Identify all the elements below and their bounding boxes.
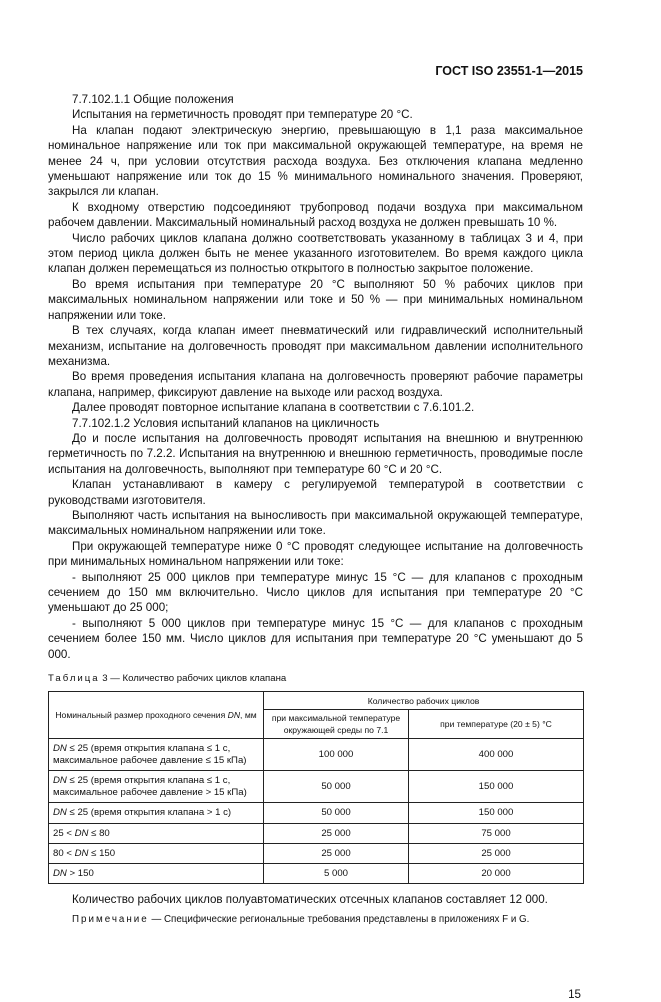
cell-dn xyxy=(49,844,264,864)
dn-cond: ≤ 25 (время открытия клапана ≤ 1 с, максимальное рабочее давление > 15 кПа) xyxy=(53,774,247,798)
note-label: Примечание xyxy=(72,914,149,926)
cell-max: 25 000 xyxy=(264,844,409,864)
paragraph: Во время проведения испытания клапана на долговечность проверяют рабочие параметры клапана, например, фиксируют давление на выходе или расход воздуха. xyxy=(48,370,583,399)
table-row xyxy=(49,864,584,884)
header-dn: DN xyxy=(227,710,241,721)
dn-pre: 80 < xyxy=(53,847,75,859)
dn-cond: ≤ 25 (время открытия клапана > 1 с) xyxy=(66,807,232,819)
cell-dn xyxy=(49,739,264,771)
table-caption xyxy=(48,672,583,685)
table-row xyxy=(49,739,584,771)
note-text: — Специфические региональные требования представлены в приложениях F и G. xyxy=(148,914,530,926)
cell-20c: 150 000 xyxy=(409,803,584,824)
paragraph: Далее проводят повторное испытание клапана в соответствии с 7.6.101.2. xyxy=(72,401,475,415)
paragraph: В тех случаях, когда клапан имеет пневматический или гидравлический исполнительный механизм, испытание на долговечность проводят при максимальном давлении исполнительного механизма. xyxy=(48,324,583,368)
col-header-20c: при температуре (20 ± 5) °C xyxy=(409,710,584,739)
dn-cond: ≤ 25 (время открытия клапана ≤ 1 с, максимальное рабочее давление ≤ 15 кПа) xyxy=(53,742,247,766)
cell-max: 100 000 xyxy=(264,739,409,771)
dn-pre: 25 < xyxy=(53,827,75,839)
table-row xyxy=(49,771,584,803)
page-number: 15 xyxy=(568,988,581,1002)
header-text: Номинальный размер проходного сечения xyxy=(55,710,228,721)
section-heading: 7.7.102.1.2 Условия испытаний клапанов на цикличность xyxy=(72,416,380,430)
after-table-text: Количество рабочих циклов полуавтоматических отсечных клапанов составляет 12 000. xyxy=(72,893,548,907)
cell-20c: 20 000 xyxy=(409,864,584,884)
note xyxy=(48,913,583,926)
paragraph: Число рабочих циклов клапана должно соответствовать указанному в таблицах 3 и 4, при этом период цикла должен быть не менее указанного изготовителем. Во время каждого цикла клапан должен перемещаться из полностью открытого в полностью закрытое положение. xyxy=(48,231,583,276)
paragraph: При окружающей температуре ниже 0 °C проводят следующее испытание на долговечность при минимальных номинальном напряжении или токе: xyxy=(48,539,583,569)
paragraph: Испытания на герметичность проводят при температуре 20 °C. xyxy=(72,108,413,122)
col-group-header: Количество рабочих циклов xyxy=(264,692,584,710)
paragraph: Во время испытания при температуре 20 °C выполняют 50 % рабочих циклов при максимальных номинальном напряжении или токе и 50 % — при минимальных номинальном напряжении или токе. xyxy=(48,277,583,322)
cell-20c: 75 000 xyxy=(409,824,584,844)
cell-max: 25 000 xyxy=(264,824,409,844)
cell-max: 50 000 xyxy=(264,803,409,824)
list-item: - выполняют 5 000 циклов при температуре минус 15 °C — для клапанов с проходным сечением более 150 мм. Число циклов для испытания при температуре 20 °C уменьшают до 5 000. xyxy=(48,616,583,661)
table-caption-label: Таблица xyxy=(48,673,100,685)
dn-cond: > 150 xyxy=(66,867,94,879)
header-text: , мм xyxy=(240,710,257,721)
cell-20c: 400 000 xyxy=(409,739,584,771)
dn-cond: ≤ 150 xyxy=(88,847,116,859)
paragraph: Выполняют часть испытания на выносливость при максимальной окружающей температуре, максимальных номинальном напряжении или токе. xyxy=(48,508,583,538)
dn-label: DN xyxy=(53,807,67,819)
cell-dn xyxy=(49,771,264,803)
table-row xyxy=(49,824,584,844)
col-header-dn xyxy=(49,692,264,739)
cell-dn xyxy=(49,824,264,844)
dn-cond: ≤ 80 xyxy=(88,827,110,839)
cell-dn xyxy=(49,864,264,884)
cell-max: 5 000 xyxy=(264,864,409,884)
cycles-table xyxy=(48,691,584,884)
dn-label: DN xyxy=(53,742,67,754)
body-text xyxy=(48,92,583,662)
table-row xyxy=(49,844,584,864)
dn-label: DN xyxy=(74,847,89,859)
paragraph: К входному отверстию подсоединяют трубопровод подачи воздуха при максимальном рабочем давлении. Максимальный номинальный расход воздуха не должен превышать 10 %. xyxy=(48,200,583,230)
section-heading: 7.7.102.1.1 Общие положения xyxy=(72,93,234,106)
col-header-max-temp: при максимальной температуре окружающей среды по 7.1 xyxy=(264,710,409,739)
cell-20c: 25 000 xyxy=(409,844,584,864)
list-item: - выполняют 25 000 циклов при температуре минус 15 °C — для клапанов с проходным сечением до 150 мм включительно. Число циклов для испытания при температуре 20 °C уменьшают до 25 000; xyxy=(48,570,583,615)
paragraph: На клапан подают электрическую энергию, превышающую в 1,1 раза максимальное номинальное напряжение или ток при максимальной окружающей температуре, на время не менее 24 ч, при условии отсутствия расхода воздуха. Без отключения клапана медленно уменьшают напряжение или ток до 15 % минимального номинального значения. Проверяют, закрылся ли клапан. xyxy=(48,123,583,199)
document-header: ГОСТ ISO 23551-1—2015 xyxy=(435,64,583,78)
dn-label: DN xyxy=(74,827,89,839)
cell-max: 50 000 xyxy=(264,771,409,803)
page-content xyxy=(48,92,583,1002)
paragraph: Клапан устанавливают в камеру с регулируемой температурой в соответствии с руководствами изготовителя. xyxy=(48,478,583,507)
cell-dn xyxy=(49,803,264,824)
dn-label: DN xyxy=(53,774,67,786)
paragraph: До и после испытания на долговечность проводят испытания на внешнюю и внутреннюю герметичность по 7.2.2. Испытания на внутреннюю и внешнюю герметичность, проводимые после испытания на долговечность, выполняют при температуре 60 °C и 20 °C. xyxy=(48,431,583,476)
dn-label: DN xyxy=(53,867,67,879)
cell-20c: 150 000 xyxy=(409,771,584,803)
table-caption-text: 3 — Количество рабочих циклов клапана xyxy=(102,673,287,685)
table-row xyxy=(49,803,584,824)
